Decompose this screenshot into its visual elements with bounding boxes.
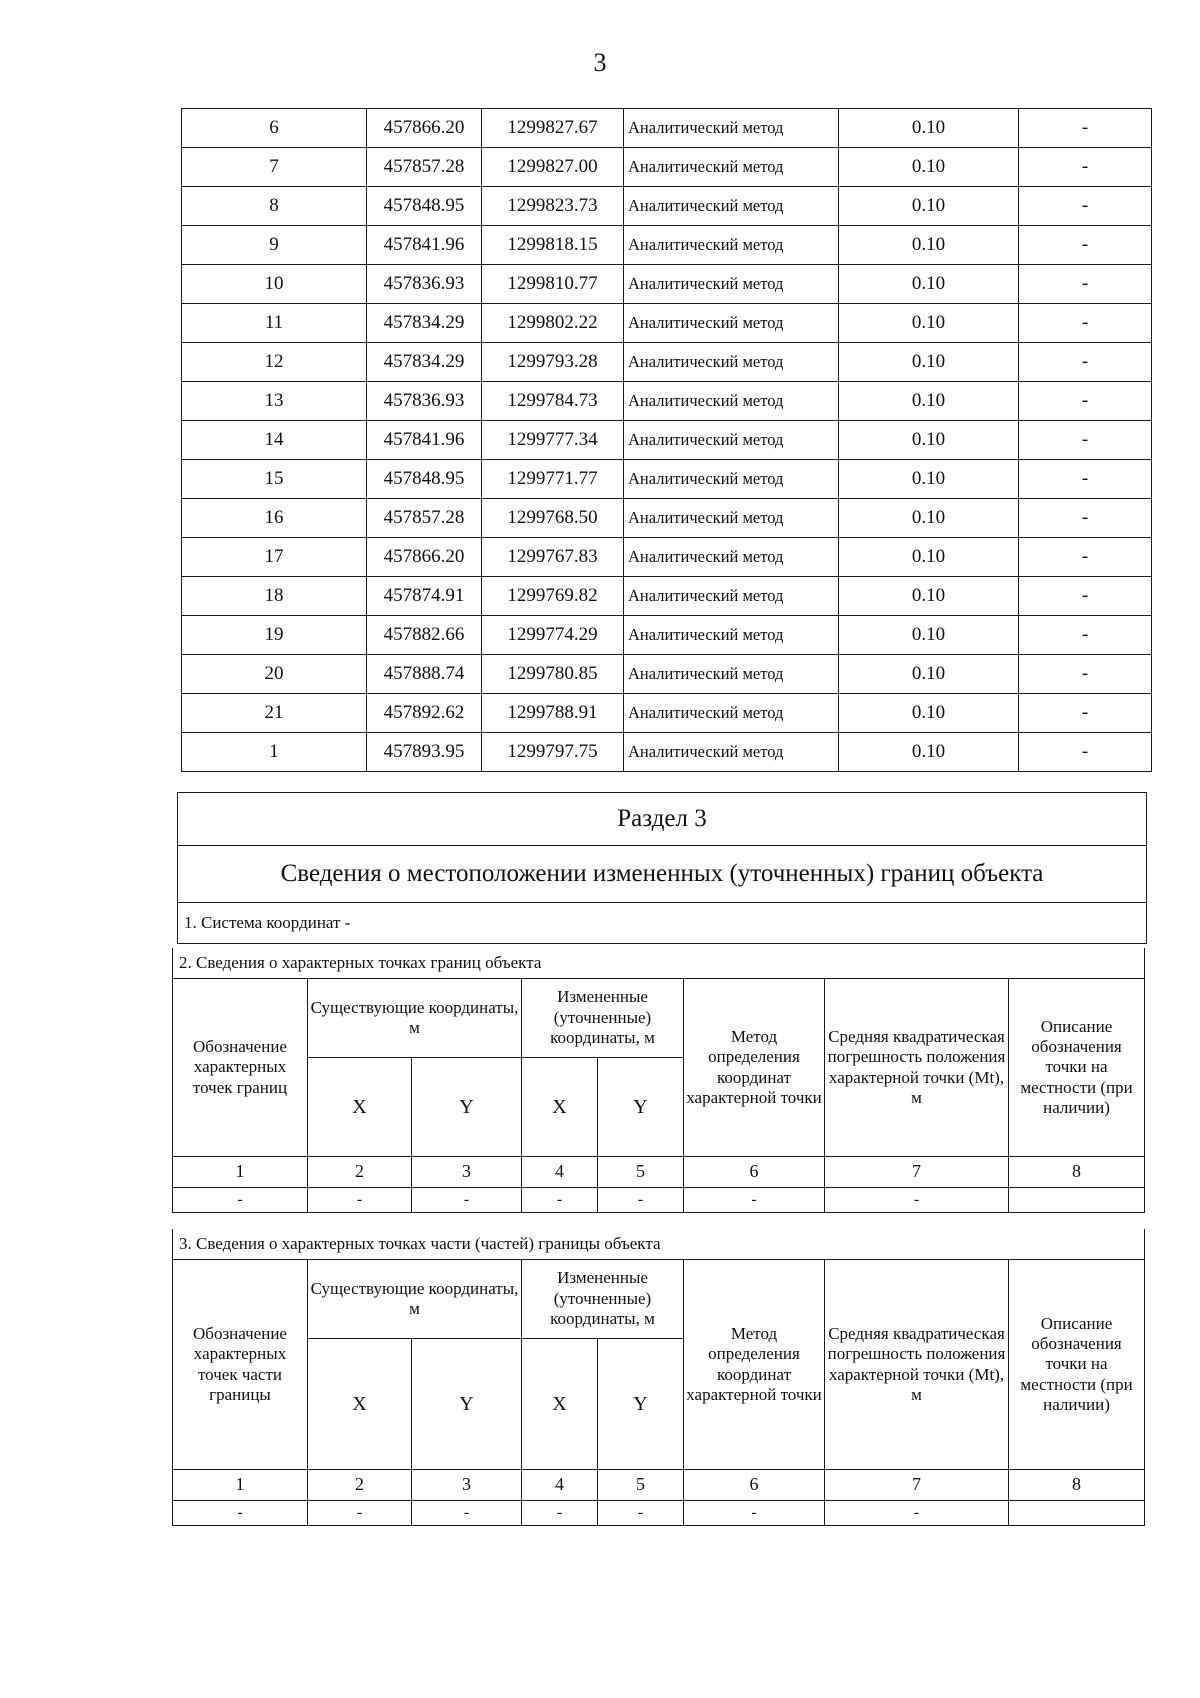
section-title: Раздел 3	[178, 793, 1147, 846]
dash-cell: -	[684, 1188, 825, 1213]
coord-x: 457888.74	[367, 655, 482, 694]
existing-coords-header: Существующие координаты, м	[308, 1260, 522, 1339]
changed-coords-header: Измененные (уточненные) координаты, м	[522, 1260, 684, 1339]
mt-cell: 0.10	[839, 304, 1019, 343]
coord-y: 1299774.29	[482, 616, 624, 655]
description-header: Описание обозначения точки на местности (при наличии)	[1009, 979, 1145, 1157]
table-row	[182, 577, 1152, 616]
mt-cell: 0.10	[839, 187, 1019, 226]
coord-y: 1299810.77	[482, 265, 624, 304]
method-cell: Аналитический метод	[624, 499, 839, 538]
part-points-caption: 3. Сведения о характерных точках части (частей) границы объекта	[173, 1229, 1145, 1260]
column-number: 4	[522, 1157, 598, 1188]
coord-y: 1299771.77	[482, 460, 624, 499]
description-cell: -	[1019, 109, 1152, 148]
dash-cell	[1009, 1188, 1145, 1213]
table-row	[182, 538, 1152, 577]
description-cell: -	[1019, 460, 1152, 499]
mt-cell: 0.10	[839, 109, 1019, 148]
table-row	[182, 733, 1152, 772]
column-number: 1	[173, 1470, 308, 1501]
description-cell: -	[1019, 265, 1152, 304]
method-cell: Аналитический метод	[624, 109, 839, 148]
coord-x: 457834.29	[367, 304, 482, 343]
method-cell: Аналитический метод	[624, 187, 839, 226]
mt-cell: 0.10	[839, 577, 1019, 616]
description-cell: -	[1019, 538, 1152, 577]
mt-cell: 0.10	[839, 460, 1019, 499]
coordinates-table	[181, 108, 1152, 772]
table-row	[182, 265, 1152, 304]
existing-coords-header: Существующие координаты, м	[308, 979, 522, 1058]
column-number: 5	[598, 1157, 684, 1188]
mt-cell: 0.10	[839, 226, 1019, 265]
coord-x: 457857.28	[367, 148, 482, 187]
coord-y: 1299777.34	[482, 421, 624, 460]
coord-x: 457866.20	[367, 109, 482, 148]
table-row	[182, 382, 1152, 421]
description-cell: -	[1019, 577, 1152, 616]
mt-header: Средняя квадратическая погрешность положения характерной точки (Mt), м	[825, 1260, 1009, 1470]
column-number: 1	[173, 1157, 308, 1188]
point-number: 9	[182, 226, 367, 265]
existing-y-header: Y	[412, 1058, 522, 1157]
table-row	[182, 655, 1152, 694]
dash-cell: -	[308, 1501, 412, 1526]
point-number: 19	[182, 616, 367, 655]
coord-x: 457834.29	[367, 343, 482, 382]
coord-x: 457848.95	[367, 187, 482, 226]
coord-y: 1299827.67	[482, 109, 624, 148]
dash-cell: -	[598, 1188, 684, 1213]
description-cell: -	[1019, 655, 1152, 694]
table-row	[182, 421, 1152, 460]
method-cell: Аналитический метод	[624, 304, 839, 343]
table-row	[182, 187, 1152, 226]
point-number: 1	[182, 733, 367, 772]
method-cell: Аналитический метод	[624, 538, 839, 577]
coord-y: 1299767.83	[482, 538, 624, 577]
point-number: 10	[182, 265, 367, 304]
coord-y: 1299780.85	[482, 655, 624, 694]
table-row	[182, 616, 1152, 655]
description-cell: -	[1019, 343, 1152, 382]
dash-cell: -	[173, 1501, 308, 1526]
changed-y-header: Y	[598, 1058, 684, 1157]
coord-x: 457893.95	[367, 733, 482, 772]
coord-x: 457892.62	[367, 694, 482, 733]
changed-y-header: Y	[598, 1339, 684, 1470]
designation-header: Обозначение характерных точек части границы	[173, 1260, 308, 1470]
mt-cell: 0.10	[839, 694, 1019, 733]
coord-x: 457882.66	[367, 616, 482, 655]
mt-cell: 0.10	[839, 382, 1019, 421]
point-number: 16	[182, 499, 367, 538]
point-number: 20	[182, 655, 367, 694]
coord-y: 1299797.75	[482, 733, 624, 772]
page-number: 3	[593, 48, 607, 77]
table-row	[182, 109, 1152, 148]
table-row	[182, 148, 1152, 187]
coord-y: 1299818.15	[482, 226, 624, 265]
description-cell: -	[1019, 733, 1152, 772]
coord-x: 457836.93	[367, 382, 482, 421]
object-points-caption: 2. Сведения о характерных точках границ объекта	[173, 948, 1145, 979]
dash-cell: -	[684, 1501, 825, 1526]
method-cell: Аналитический метод	[624, 577, 839, 616]
existing-x-header: X	[308, 1058, 412, 1157]
coord-y: 1299793.28	[482, 343, 624, 382]
existing-x-header: X	[308, 1339, 412, 1470]
dash-cell: -	[522, 1188, 598, 1213]
point-number: 21	[182, 694, 367, 733]
dash-cell: -	[825, 1501, 1009, 1526]
dash-cell: -	[308, 1188, 412, 1213]
mt-cell: 0.10	[839, 148, 1019, 187]
point-number: 11	[182, 304, 367, 343]
dash-cell: -	[412, 1188, 522, 1213]
mt-cell: 0.10	[839, 616, 1019, 655]
coord-y: 1299768.50	[482, 499, 624, 538]
column-number: 3	[412, 1470, 522, 1501]
point-number: 12	[182, 343, 367, 382]
coord-y: 1299802.22	[482, 304, 624, 343]
description-cell: -	[1019, 226, 1152, 265]
coord-x: 457841.96	[367, 226, 482, 265]
mt-cell: 0.10	[839, 538, 1019, 577]
method-cell: Аналитический метод	[624, 655, 839, 694]
description-cell: -	[1019, 421, 1152, 460]
coord-x: 457848.95	[367, 460, 482, 499]
column-number: 8	[1009, 1157, 1145, 1188]
method-cell: Аналитический метод	[624, 343, 839, 382]
mt-cell: 0.10	[839, 343, 1019, 382]
description-cell: -	[1019, 694, 1152, 733]
table-row	[182, 304, 1152, 343]
point-number: 13	[182, 382, 367, 421]
point-number: 7	[182, 148, 367, 187]
mt-cell: 0.10	[839, 733, 1019, 772]
designation-header: Обозначение характерных точек границ	[173, 979, 308, 1157]
empty-data-row	[173, 1188, 1145, 1213]
empty-data-row	[173, 1501, 1145, 1526]
coord-y: 1299769.82	[482, 577, 624, 616]
mt-cell: 0.10	[839, 265, 1019, 304]
point-number: 15	[182, 460, 367, 499]
method-cell: Аналитический метод	[624, 382, 839, 421]
dash-cell	[1009, 1501, 1145, 1526]
dash-cell: -	[598, 1501, 684, 1526]
column-numbers-row	[173, 1470, 1145, 1501]
coord-y: 1299788.91	[482, 694, 624, 733]
coord-x: 457841.96	[367, 421, 482, 460]
column-number: 6	[684, 1470, 825, 1501]
coord-x: 457857.28	[367, 499, 482, 538]
method-cell: Аналитический метод	[624, 148, 839, 187]
method-header: Метод определения координат характерной точки	[684, 1260, 825, 1470]
point-number: 18	[182, 577, 367, 616]
column-number: 8	[1009, 1470, 1145, 1501]
section-3-header	[177, 792, 1147, 944]
coordinate-system-line: 1. Система координат -	[178, 903, 1147, 944]
description-cell: -	[1019, 499, 1152, 538]
description-cell: -	[1019, 187, 1152, 226]
changed-x-header: X	[522, 1058, 598, 1157]
table-row	[182, 499, 1152, 538]
coordinates-table-body	[182, 109, 1152, 772]
table-row	[182, 460, 1152, 499]
coord-x: 457836.93	[367, 265, 482, 304]
part-points-table	[172, 1229, 1145, 1526]
point-number: 17	[182, 538, 367, 577]
mt-cell: 0.10	[839, 421, 1019, 460]
description-cell: -	[1019, 304, 1152, 343]
method-cell: Аналитический метод	[624, 616, 839, 655]
coord-x: 457874.91	[367, 577, 482, 616]
description-header: Описание обозначения точки на местности (при наличии)	[1009, 1260, 1145, 1470]
coord-x: 457866.20	[367, 538, 482, 577]
dash-cell: -	[173, 1188, 308, 1213]
dash-cell: -	[412, 1501, 522, 1526]
dash-cell: -	[522, 1501, 598, 1526]
existing-y-header: Y	[412, 1339, 522, 1470]
method-cell: Аналитический метод	[624, 226, 839, 265]
column-number: 3	[412, 1157, 522, 1188]
method-cell: Аналитический метод	[624, 265, 839, 304]
section-subtitle: Сведения о местоположении измененных (уточненных) границ объекта	[178, 846, 1147, 903]
column-number: 7	[825, 1470, 1009, 1501]
column-number: 2	[308, 1470, 412, 1501]
description-cell: -	[1019, 382, 1152, 421]
object-points-table	[172, 948, 1145, 1213]
coord-y: 1299823.73	[482, 187, 624, 226]
column-number: 2	[308, 1157, 412, 1188]
table-row	[182, 694, 1152, 733]
table-row	[182, 226, 1152, 265]
point-number: 8	[182, 187, 367, 226]
point-number: 14	[182, 421, 367, 460]
description-cell: -	[1019, 616, 1152, 655]
changed-x-header: X	[522, 1339, 598, 1470]
method-cell: Аналитический метод	[624, 460, 839, 499]
method-cell: Аналитический метод	[624, 421, 839, 460]
column-number: 6	[684, 1157, 825, 1188]
method-cell: Аналитический метод	[624, 694, 839, 733]
mt-header: Средняя квадратическая погрешность положения характерной точки (Mt), м	[825, 979, 1009, 1157]
column-number: 7	[825, 1157, 1009, 1188]
dash-cell: -	[825, 1188, 1009, 1213]
table-row	[182, 343, 1152, 382]
method-cell: Аналитический метод	[624, 733, 839, 772]
column-number: 5	[598, 1470, 684, 1501]
coord-y: 1299784.73	[482, 382, 624, 421]
changed-coords-header: Измененные (уточненные) координаты, м	[522, 979, 684, 1058]
column-number: 4	[522, 1470, 598, 1501]
mt-cell: 0.10	[839, 499, 1019, 538]
coord-y: 1299827.00	[482, 148, 624, 187]
method-header: Метод определения координат характерной точки	[684, 979, 825, 1157]
mt-cell: 0.10	[839, 655, 1019, 694]
column-numbers-row	[173, 1157, 1145, 1188]
description-cell: -	[1019, 148, 1152, 187]
point-number: 6	[182, 109, 367, 148]
